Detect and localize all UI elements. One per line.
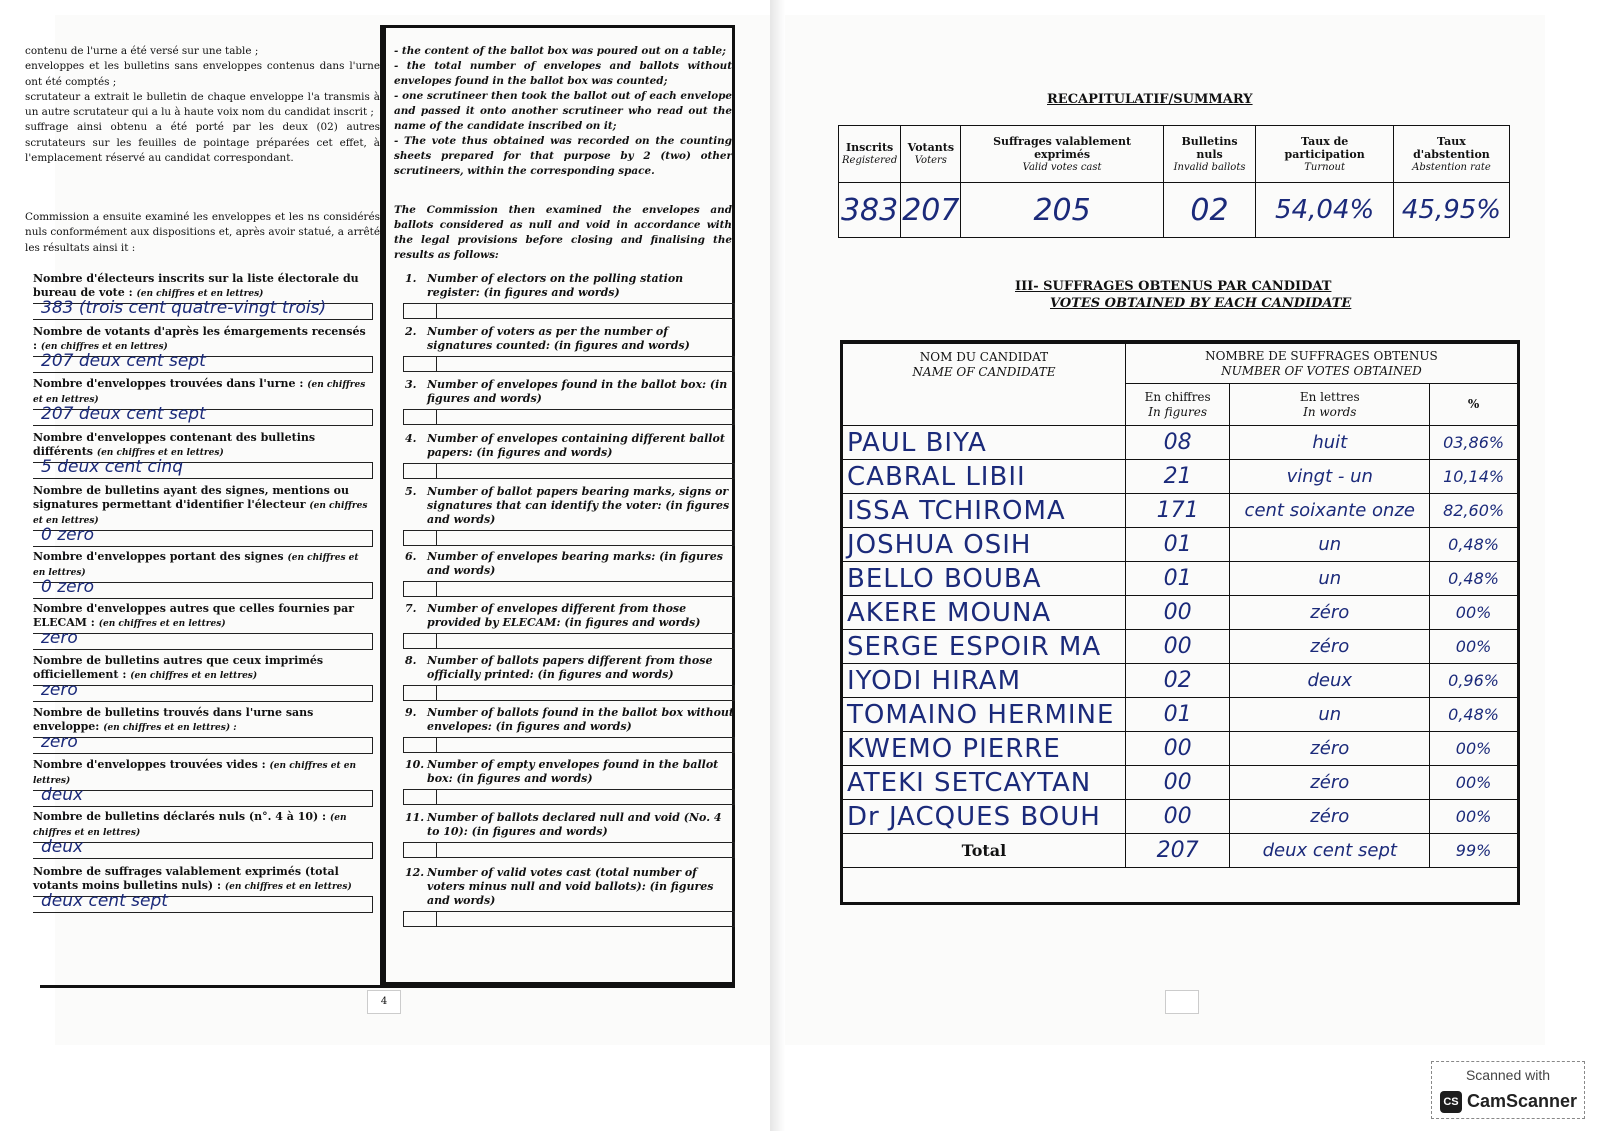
camscanner-logo-icon: CS — [1440, 1091, 1462, 1113]
candidate-votes-words: un — [1230, 562, 1430, 596]
en-item-label: Number of ballots papers different from those officially printed: (in figures and words) — [427, 654, 713, 681]
en-item — [405, 550, 735, 597]
fr-item-value: deux — [41, 837, 84, 857]
en-item-label: Number of envelopes found in the ballot box: (in figures and words) — [427, 378, 728, 405]
candidate-name: Dr JACQUES BOUH — [843, 800, 1126, 834]
fr-item-field[interactable] — [33, 577, 373, 599]
fr-item — [33, 758, 373, 807]
candidate-percent: 0,48% — [1430, 698, 1518, 732]
fr-item-field[interactable] — [33, 404, 373, 426]
en-item-label: Number of electors on the polling station register: (in figures and words) — [427, 272, 684, 299]
summary-header: Bulletins nuls Invalid ballots — [1163, 126, 1256, 183]
candidate-row — [843, 698, 1518, 732]
fr-item-value: deux — [41, 785, 84, 805]
candidate-name: KWEMO PIERRE — [843, 732, 1126, 766]
fr-item-field[interactable] — [33, 457, 373, 479]
en-item-number: 1. — [405, 272, 417, 285]
candidate-row — [843, 562, 1518, 596]
fr-item-value: 0 zero — [41, 525, 94, 545]
fr-intro-line: suffrage ainsi obtenu a été porté par les deux (02) autres scrutateurs sur les feuilles de pointage préparées cet effet, à l'emplacement réservé au candidat correspondant. — [25, 121, 380, 165]
candidate-votes-words: vingt - un — [1230, 460, 1430, 494]
fr-item — [33, 810, 373, 859]
fr-item — [33, 484, 373, 547]
fr-intro-line: contenu de l'urne a été versé sur une table ; — [25, 45, 259, 57]
badge-brand: CamScanner — [1467, 1091, 1578, 1111]
candidate-percent: 0,48% — [1430, 562, 1518, 596]
fr-item-label: Nombre de suffrages valablement exprimés (total votants moins bulletins nuls) : (en chiffres et en lettres) — [33, 865, 352, 892]
bottom-rule — [40, 985, 735, 988]
col-words: En lettres In words — [1230, 384, 1430, 426]
en-intro-line: - The vote thus obtained was recorded on the counting sheets prepared for that purpose by 2 (two) other scrutineers, within the corresponding space. — [394, 135, 732, 177]
candidate-percent: 00% — [1430, 630, 1518, 664]
col-votes: NOMBRE DE SUFFRAGES OBTENUS NUMBER OF VOTES OBTAINED — [1125, 344, 1517, 384]
badge-caption: Scanned with — [1465, 1067, 1551, 1083]
total-words: deux cent sept — [1230, 834, 1430, 868]
fr-item — [33, 602, 373, 650]
total-row — [843, 834, 1518, 868]
en-item — [405, 706, 735, 753]
candidate-name: IYODI HIRAM — [843, 664, 1126, 698]
en-item-field[interactable] — [403, 737, 735, 753]
candidate-votes-figures: 00 — [1125, 766, 1229, 800]
fr-item-label: Nombre de bulletins autres que ceux imprimés officiellement : (en chiffres et en lettres) — [33, 654, 324, 681]
candidate-name: TOMAINO HERMINE — [843, 698, 1126, 732]
summary-voters: 207 — [901, 183, 961, 238]
en-item-number: 9. — [405, 706, 417, 719]
fr-item-value: 0 zero — [41, 577, 94, 597]
candidate-name: BELLO BOUBA — [843, 562, 1126, 596]
en-item — [405, 272, 735, 319]
en-item-label: Number of ballots found in the ballot box without envelopes: (in figures and words) — [427, 706, 735, 733]
fr-item-value: zero — [41, 628, 78, 648]
fr-item-label: Nombre d'enveloppes contenant des bulletins différents (en chiffres et en lettres) — [33, 431, 316, 458]
en-item-label: Number of envelopes different from those provided by ELECAM: (in figures and words) — [427, 602, 701, 629]
en-item-label: Number of voters as per the number of signatures counted: (in figures and words) — [427, 325, 690, 352]
en-item-field[interactable] — [403, 463, 735, 479]
total-figures: 207 — [1125, 834, 1229, 868]
fr-item-label: Nombre d'enveloppes autres que celles fournies par ELECAM : (en chiffres et en lettres) — [33, 602, 354, 629]
en-item-field[interactable] — [403, 303, 735, 319]
total-percent: 99% — [1430, 834, 1518, 868]
fr-item-label: Nombre de bulletins ayant des signes, mentions ou signatures permettant d'identifier l'électeur (en chiffres et en lettres) — [33, 484, 368, 526]
candidate-percent: 03,86% — [1430, 426, 1518, 460]
candidate-votes-figures: 01 — [1125, 562, 1229, 596]
fr-item-field[interactable] — [33, 732, 373, 754]
fr-item-value: zero — [41, 732, 78, 752]
en-item-field[interactable] — [403, 842, 735, 858]
candidate-name: ATEKI SETCAYTAN — [843, 766, 1126, 800]
summary-title: RECAPITULATIF/SUMMARY — [1047, 92, 1253, 107]
candidate-name: JOSHUA OSIH — [843, 528, 1126, 562]
en-intro-line: - the total number of envelopes and ballots without envelopes found in the ballot box was counted; — [394, 60, 732, 87]
summary-header: Votants Voters — [901, 126, 961, 183]
candidate-votes-words: deux — [1230, 664, 1430, 698]
candidate-votes-figures: 00 — [1125, 596, 1229, 630]
candidate-row — [843, 732, 1518, 766]
candidate-percent: 00% — [1430, 766, 1518, 800]
fr-item-value: 207 deux cent sept — [41, 351, 206, 371]
candidate-row — [843, 596, 1518, 630]
candidate-row — [843, 766, 1518, 800]
summary-table — [838, 125, 1510, 238]
en-item-number: 6. — [405, 550, 417, 563]
en-item-field[interactable] — [403, 911, 735, 927]
candidate-votes-figures: 21 — [1125, 460, 1229, 494]
candidate-votes-figures: 01 — [1125, 528, 1229, 562]
fr-item — [33, 706, 373, 754]
candidate-votes-words: zéro — [1230, 766, 1430, 800]
candidate-row — [843, 494, 1518, 528]
fr-item — [33, 865, 373, 913]
candidate-row — [843, 426, 1518, 460]
fr-intro-line: scrutateur a extrait le bulletin de chaque enveloppe l'a transmis à un autre scrutateur qui a lu à haute voix nom du candidat inscrit ; — [25, 90, 380, 119]
col-candidate: NOM DU CANDIDAT NAME OF CANDIDATE — [843, 344, 1126, 426]
en-item-label: Number of envelopes bearing marks: (in figures and words) — [427, 550, 723, 577]
summary-valid-votes: 205 — [961, 183, 1163, 238]
col-percent: % — [1430, 384, 1518, 426]
en-intro-line: - one scrutineer then took the ballot out of each envelope and passed it onto another scrutineer who read out the name of the candidate inscribed on it; — [394, 90, 732, 132]
candidate-percent: 10,14% — [1430, 460, 1518, 494]
candidate-row — [843, 664, 1518, 698]
summary-header-row — [839, 126, 1510, 183]
candidate-row — [843, 800, 1518, 834]
fr-item-label: Nombre de bulletins déclarés nuls (n°. 4 à 10) : (en chiffres et en lettres) — [33, 810, 347, 838]
fr-item-label: Nombre d'électeurs inscrits sur la liste électorale du bureau de vote : (en chiffres et en lettres) — [33, 272, 359, 299]
votes-table — [842, 343, 1518, 868]
candidate-votes-words: un — [1230, 698, 1430, 732]
en-item-number: 2. — [405, 325, 417, 338]
fr-item-field[interactable] — [33, 298, 373, 320]
fr-item-label: Nombre d'enveloppes trouvées dans l'urne : (en chiffres et en lettres) — [33, 377, 366, 405]
fr-item-field[interactable] — [33, 525, 373, 547]
summary-header: Suffrages valablement exprimés Valid votes cast — [961, 126, 1163, 183]
fr-item-value: zero — [41, 680, 78, 700]
summary-invalid: 02 — [1163, 183, 1256, 238]
fr-item — [33, 431, 373, 479]
en-item-number: 11. — [405, 811, 425, 824]
candidate-name: SERGE ESPOIR MA — [843, 630, 1126, 664]
candidate-row — [843, 528, 1518, 562]
en-item-number: 12. — [405, 866, 425, 879]
page-gutter — [770, 0, 785, 1131]
en-item-number: 5. — [405, 485, 417, 498]
fr-item-field[interactable] — [33, 680, 373, 702]
summary-registered: 383 — [839, 183, 901, 238]
votes-title-en: VOTES OBTAINED BY EACH CANDIDATE — [1050, 296, 1352, 311]
en-commission: The Commission then examined the envelopes and ballots considered as null and void in accordance with the legal provisions before closing and finalising the results as follows: — [394, 204, 732, 261]
en-item-label: Number of empty envelopes found in the ballot box: (in figures and words) — [427, 758, 719, 785]
fr-item-value: 5 deux cent cinq — [41, 457, 183, 477]
en-item-number: 8. — [405, 654, 417, 667]
candidate-votes-words: cent soixante onze — [1230, 494, 1430, 528]
en-item — [405, 432, 735, 479]
en-item-field[interactable] — [403, 633, 735, 649]
candidate-row — [843, 460, 1518, 494]
en-item-field[interactable] — [403, 581, 735, 597]
fr-item-value: deux cent sept — [41, 891, 168, 911]
col-figures: En chiffres In figures — [1125, 384, 1229, 426]
candidate-name: CABRAL LIBII — [843, 460, 1126, 494]
fr-intro-line: enveloppes et les bulletins sans enveloppes contenus dans l'urne ont été comptés ; — [25, 60, 380, 88]
candidate-votes-figures: 01 — [1125, 698, 1229, 732]
candidate-votes-words: zéro — [1230, 596, 1430, 630]
candidate-votes-figures: 02 — [1125, 664, 1229, 698]
candidate-percent: 0,48% — [1430, 528, 1518, 562]
summary-turnout: 54,04% — [1256, 183, 1394, 238]
en-item — [405, 485, 735, 546]
en-item — [405, 866, 735, 927]
en-item — [405, 811, 735, 858]
candidate-votes-figures: 00 — [1125, 630, 1229, 664]
candidate-votes-words: un — [1230, 528, 1430, 562]
fr-item-field[interactable] — [33, 837, 373, 859]
fr-item-label: Nombre d'enveloppes portant des signes (en chiffres et en lettres) — [33, 550, 359, 578]
en-intro-line: - the content of the ballot box was poured out on a table; — [394, 45, 726, 57]
candidate-percent: 00% — [1430, 732, 1518, 766]
fr-item-field[interactable] — [33, 891, 373, 913]
candidate-votes-words: zéro — [1230, 630, 1430, 664]
en-item — [405, 654, 735, 701]
fr-item — [33, 550, 373, 599]
summary-value-row — [839, 183, 1510, 238]
total-label: Total — [843, 834, 1126, 868]
en-item — [405, 378, 735, 425]
en-item-label: Number of ballots declared null and void (No. 4 to 10): (in figures and words) — [427, 811, 722, 838]
en-item-number: 7. — [405, 602, 417, 615]
camscanner-badge — [1431, 1061, 1585, 1119]
fr-intro — [25, 44, 380, 166]
candidate-percent: 82,60% — [1430, 494, 1518, 528]
candidate-name: ISSA TCHIROMA — [843, 494, 1126, 528]
candidate-name: AKERE MOUNA — [843, 596, 1126, 630]
summary-header: Taux d'abstention Abstention rate — [1393, 126, 1509, 183]
candidate-votes-figures: 08 — [1125, 426, 1229, 460]
votes-title-fr: III- SUFFRAGES OBTENUS PAR CANDIDAT — [1015, 279, 1332, 294]
en-item-field[interactable] — [403, 356, 735, 372]
en-item — [405, 602, 735, 649]
en-item-field[interactable] — [403, 409, 735, 425]
fr-item-label: Nombre d'enveloppes trouvées vides : (en chiffres et en lettres) — [33, 758, 357, 786]
candidate-votes-words: zéro — [1230, 800, 1430, 834]
fr-item-value: 383 (trois cent quatre-vingt trois) — [41, 298, 327, 318]
fr-commission: Commission a ensuite examiné les enveloppes et les ns considérés nuls conformément aux dispositions et, après avoir statué, a arrêté les résultats ainsi it : — [25, 211, 380, 254]
page-number-right — [1165, 990, 1199, 1014]
page-number-left: 4 — [367, 990, 401, 1014]
en-item-label: Number of envelopes containing different ballot papers: (in figures and words) — [427, 432, 725, 459]
en-item-field[interactable] — [403, 789, 735, 805]
en-item-label: Number of valid votes cast (total number of voters minus null and void ballots): (in figures and words) — [427, 866, 714, 907]
fr-item-label: Nombre de bulletins trouvés dans l'urne sans enveloppe: (en chiffres et en lettres) : — [33, 706, 314, 733]
en-item-field[interactable] — [403, 530, 735, 546]
candidate-percent: 0,96% — [1430, 664, 1518, 698]
en-item-number: 4. — [405, 432, 417, 445]
candidate-votes-figures: 171 — [1125, 494, 1229, 528]
candidate-votes-figures: 00 — [1125, 732, 1229, 766]
summary-header: Taux de participation Turnout — [1256, 126, 1394, 183]
fr-item-value: 207 deux cent sept — [41, 404, 206, 424]
summary-header: Inscrits Registered — [839, 126, 901, 183]
en-intro — [394, 44, 732, 179]
candidate-row — [843, 630, 1518, 664]
en-item-label: Number of ballot papers bearing marks, signs or signatures that can identify the voter: (in figures and words) — [427, 485, 730, 526]
candidate-votes-words: zéro — [1230, 732, 1430, 766]
candidate-percent: 00% — [1430, 800, 1518, 834]
candidate-name: PAUL BIYA — [843, 426, 1126, 460]
en-item — [405, 325, 735, 372]
fr-item-label: Nombre de votants d'après les émargements recensés : (en chiffres et en lettres) — [33, 325, 366, 352]
fr-item — [33, 654, 373, 702]
en-item-number: 10. — [405, 758, 425, 771]
candidate-votes-words: huit — [1230, 426, 1430, 460]
fr-item — [33, 272, 373, 320]
candidate-votes-figures: 00 — [1125, 800, 1229, 834]
summary-abstention: 45,95% — [1393, 183, 1509, 238]
candidate-percent: 00% — [1430, 596, 1518, 630]
fr-item-field[interactable] — [33, 628, 373, 650]
en-item — [405, 758, 735, 805]
en-item-field[interactable] — [403, 685, 735, 701]
fr-item — [33, 325, 373, 373]
fr-item-field[interactable] — [33, 785, 373, 807]
en-item-number: 3. — [405, 378, 417, 391]
votes-header-row — [843, 344, 1518, 384]
fr-item-field[interactable] — [33, 351, 373, 373]
fr-item — [33, 377, 373, 426]
